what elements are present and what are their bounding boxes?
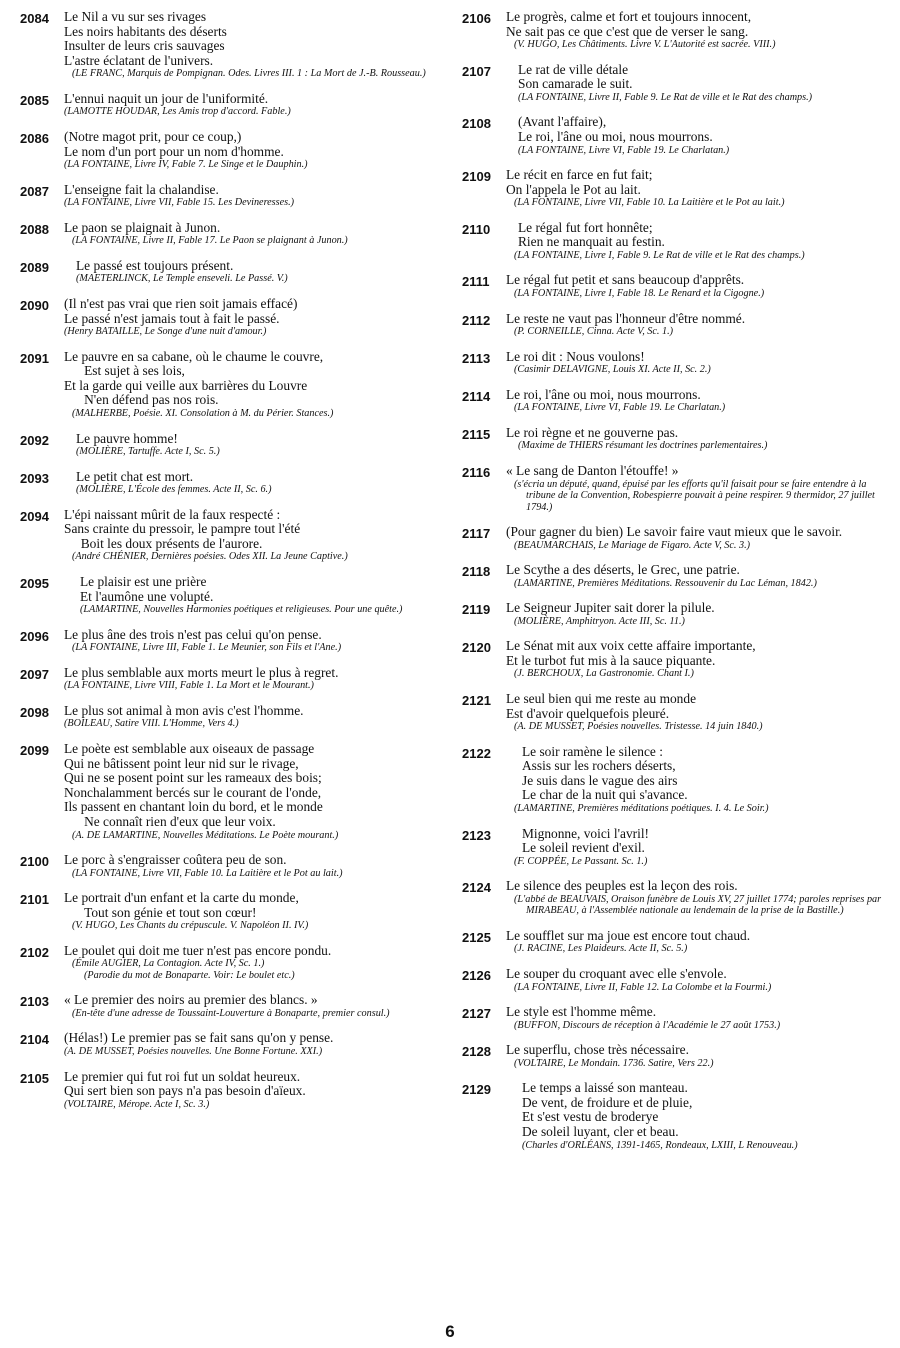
quotation-entry	[20, 432, 440, 458]
quotation-source: (A. DE LAMARTINE, Nouvelles Méditations. Le Poète mourant.)	[72, 829, 339, 841]
entry-body	[506, 63, 882, 104]
quotation-source: (LA FONTAINE, Livre II, Fable 17. Le Paon se plaignant à Junon.)	[72, 235, 348, 247]
quotation-text: Le poulet qui doit me tuer n'est pas encore pondu.	[64, 942, 332, 958]
quotation-entry	[20, 1031, 440, 1057]
entry-body	[506, 879, 882, 917]
entry-number: 2095	[20, 575, 49, 591]
entry-body	[64, 508, 440, 563]
quotation-source: (BEAUMARCHAIS, Le Mariage de Figaro. Acte V, Sc. 3.)	[514, 539, 751, 551]
quotation-entry	[462, 563, 882, 589]
quotation-text: Le petit chat est mort.	[76, 468, 194, 484]
entry-body	[64, 183, 440, 209]
entry-body	[506, 692, 882, 733]
quotation-entry	[462, 168, 882, 209]
quotation-source: (LA FONTAINE, Livre I, Fable 18. Le Renard et la Cigogne.)	[514, 288, 765, 300]
entry-number: 2122	[462, 745, 491, 761]
quotation-entry	[462, 221, 882, 262]
entry-body	[506, 115, 882, 156]
entry-number: 2097	[20, 666, 49, 682]
quotation-entry	[462, 464, 882, 513]
quotation-source: (LA FONTAINE, Livre IV, Fable 7. Le Singe et le Dauphin.)	[64, 159, 308, 171]
quotation-text: Le soir ramène le silence : Assis sur les rochers déserts, Je suis dans le vague des airs Le char de la nuit qui s'avance.	[522, 743, 688, 803]
entry-number: 2109	[462, 169, 491, 185]
quotation-source: (L'abbé de BEAUVAIS, Oraison funèbre de Louis XV, 27 juillet 1774; paroles reprises par MIRABEAU, à l'Assemblée nationale au lendemain de la prise de la Bastille.)	[514, 893, 884, 917]
quotation-entry	[462, 350, 882, 376]
entry-number: 2087	[20, 183, 49, 199]
entry-number: 2129	[462, 1082, 491, 1098]
entry-number: 2085	[20, 92, 49, 108]
entry-body	[506, 639, 882, 680]
quotation-source: (LA FONTAINE, Livre VII, Fable 10. La Laitière et le Pot au lait.)	[72, 867, 343, 879]
quotation-entry	[462, 312, 882, 338]
quotation-entry	[462, 115, 882, 156]
quotation-text: L'épi naissant mûrit de la faux respecté : Sans crainte du pressoir, le pampre tout l'été Boit les doux présents de l'aurore.	[64, 506, 301, 551]
entry-number: 2128	[462, 1044, 491, 1060]
quotation-text: Le portrait d'un enfant et la carte du monde, Tout son génie et tout son cœur!	[64, 890, 299, 920]
entry-number: 2103	[20, 994, 49, 1010]
quotation-source: (LAMARTINE, Premières méditations poétiques. I. 4. Le Soir.)	[514, 803, 769, 815]
entry-body	[506, 273, 882, 299]
quotation-entry	[20, 10, 440, 80]
quotation-source: (LA FONTAINE, Livre VII, Fable 10. La Laitière et le Pot au lait.)	[514, 197, 785, 209]
quotation-entry	[462, 1043, 882, 1069]
entry-number: 2102	[20, 944, 49, 960]
quotation-entry	[20, 993, 440, 1019]
entry-body	[64, 1070, 440, 1111]
quotation-source: (F. COPPÉE, Le Passant. Sc. 1.)	[514, 855, 648, 867]
entry-number: 2105	[20, 1070, 49, 1086]
quotation-entry	[20, 853, 440, 879]
entry-number: 2104	[20, 1032, 49, 1048]
quotation-text: Le seul bien qui me reste au monde Est d'avoir quelquefois pleuré.	[506, 690, 697, 721]
quotation-source: (LE FRANC, Marquis de Pompignan. Odes. Livres III. 1 : La Mort de J.-B. Rousseau.)	[72, 68, 426, 80]
quotation-text: (Hélas!) Le premier pas se fait sans qu'on y pense.	[64, 1030, 334, 1046]
entry-body	[64, 221, 440, 247]
entry-body	[64, 1031, 440, 1057]
entry-number: 2113	[462, 350, 491, 366]
quotation-entry	[20, 666, 440, 692]
quotation-text: Le plaisir est une prière Et l'aumône une volupté.	[80, 573, 214, 604]
entry-body	[64, 432, 440, 458]
quotation-text: (Pour gagner du bien) Le savoir faire vaut mieux que le savoir.	[506, 524, 843, 539]
entry-number: 2114	[462, 388, 491, 404]
entry-body	[64, 259, 440, 285]
quotation-entry	[462, 426, 882, 452]
entry-number: 2126	[462, 967, 491, 983]
quotation-entry	[462, 1081, 882, 1151]
quotation-text: (Avant l'affaire), Le roi, l'âne ou moi, nous mourrons.	[518, 114, 713, 144]
quotation-source: (LAMARTINE, Nouvelles Harmonies poétiques et religieuses. Pour une quête.)	[80, 604, 403, 616]
left-column	[20, 10, 440, 1110]
entry-number: 2119	[462, 602, 491, 618]
quotation-source: (Charles d'ORLÉANS, 1391-1465, Rondeaux, LXIII, L Renouveau.)	[522, 1139, 798, 1151]
entry-number: 2117	[462, 526, 491, 541]
quotation-text: Le roi règne et ne gouverne pas.	[506, 424, 679, 440]
entry-body	[64, 350, 440, 420]
quotation-entry	[20, 350, 440, 420]
entry-number: 2124	[462, 880, 491, 896]
quotation-source: (V. HUGO, Les Chants du crépuscule. V. Napoléon II. IV.)	[72, 920, 309, 932]
entry-body	[64, 993, 440, 1019]
quotation-text: Le reste ne vaut pas l'honneur d'être nommé.	[506, 310, 746, 326]
entry-number: 2107	[462, 63, 491, 79]
entry-number: 2086	[20, 130, 49, 146]
quotation-source: (Émile AUGIER, La Contagion. Acte IV, Sc. 1.) (Parodie du mot de Bonaparte. Voir: Le boulet etc.)	[72, 958, 295, 981]
entry-number: 2118	[462, 564, 491, 580]
entry-body	[64, 704, 440, 730]
quotation-source: (Maxime de THIERS résumant les doctrines parlementaires.)	[518, 440, 768, 452]
quotation-source: (MALHERBE, Poésie. XI. Consolation à M. du Périer. Stances.)	[72, 408, 334, 419]
quotation-entry	[20, 704, 440, 730]
quotation-source: (VOLTAIRE, Le Mondain. 1736. Satire, Vers 22.)	[514, 1057, 714, 1069]
quotation-entry	[462, 63, 882, 104]
quotation-entry	[20, 628, 440, 654]
quotation-entry	[462, 10, 882, 51]
quotation-source: (LA FONTAINE, Livre VI, Fable 19. Le Charlatan.)	[518, 144, 730, 156]
entry-number: 2089	[20, 259, 49, 275]
entry-number: 2090	[20, 297, 49, 313]
quotation-text: Le souper du croquant avec elle s'envole.	[506, 965, 727, 981]
right-column	[462, 10, 882, 1151]
quotation-entry	[20, 508, 440, 563]
entry-number: 2120	[462, 640, 491, 656]
quotation-source: (LA FONTAINE, Livre VIII, Fable 1. La Mort et le Mourant.)	[64, 680, 314, 692]
entry-body	[506, 221, 882, 262]
quotation-text: Le silence des peuples est la leçon des rois.	[506, 878, 738, 894]
entry-number: 2115	[462, 426, 491, 442]
entry-number: 2099	[20, 742, 49, 758]
quotation-source: (V. HUGO, Les Châtiments. Livre V. L'Autorité est sacrée. VIII.)	[514, 39, 776, 51]
quotation-source: (LAMARTINE, Premières Méditations. Ressouvenir du Lac Léman, 1842.)	[514, 577, 817, 589]
quotation-entry	[462, 692, 882, 733]
quotation-source: (A. DE MUSSET, Poésies nouvelles. Une Bonne Fortune. XXI.)	[64, 1046, 323, 1058]
quotation-source: (LA FONTAINE, Livre II, Fable 12. La Colombe et la Fourmi.)	[514, 981, 772, 993]
entry-number: 2108	[462, 116, 491, 132]
entry-number: 2084	[20, 11, 49, 26]
quotation-text: Le soufflet sur ma joue est encore tout chaud.	[506, 927, 751, 943]
quotation-entry	[20, 1070, 440, 1111]
quotation-source: (Casimir DELAVIGNE, Louis XI. Acte II, Sc. 2.)	[514, 364, 711, 376]
entry-number: 2088	[20, 221, 49, 237]
quotation-text: Le récit en farce en fut fait; On l'appela le Pot au lait.	[506, 167, 653, 197]
entry-body	[506, 426, 882, 452]
quotation-source: (LA FONTAINE, Livre VI, Fable 19. Le Charlatan.)	[514, 402, 726, 414]
quotation-source: (J. RACINE, Les Plaideurs. Acte II, Sc. 5.)	[514, 943, 688, 955]
quotation-text: Le poète est semblable aux oiseaux de passage Qui ne bâtissent point leur nid sur le rivage, Qui ne se posent point sur les rameaux des bois; Nonchalamment bercés sur le courant de l'onde, Ils passent en chantant loin du bord, et le monde Ne connaît rien d'eux que leur voix.	[64, 740, 323, 829]
quotation-text: Le Seigneur Jupiter sait dorer la pilule.	[506, 600, 715, 616]
entry-body	[64, 628, 440, 654]
quotation-entry	[462, 879, 882, 917]
entry-number: 2111	[462, 274, 490, 290]
quotation-text: Mignonne, voici l'avril! Le soleil revient d'exil.	[522, 825, 649, 856]
entry-body	[506, 967, 882, 993]
quotation-entry	[462, 639, 882, 680]
entry-body	[506, 312, 882, 338]
quotation-entry	[462, 929, 882, 955]
entry-number: 2110	[462, 221, 491, 237]
entry-body	[64, 666, 440, 692]
quotation-source: (LAMOTTE HOUDAR, Les Amis trop d'accord. Fable.)	[64, 106, 291, 118]
quotation-entry	[20, 470, 440, 496]
entry-number: 2116	[462, 464, 491, 480]
entry-body	[506, 525, 882, 551]
quotation-entry	[20, 130, 440, 171]
entry-number: 2101	[20, 892, 49, 908]
entry-number: 2106	[462, 11, 491, 26]
entry-body	[506, 601, 882, 627]
quotation-entry	[462, 967, 882, 993]
quotation-text: Le Scythe a des déserts, le Grec, une patrie.	[506, 562, 740, 578]
entry-body	[64, 130, 440, 171]
quotation-text: Le roi, l'âne ou moi, nous mourrons.	[506, 386, 701, 402]
quotation-entry	[20, 891, 440, 932]
entry-body	[64, 10, 440, 80]
quotation-source: (LA FONTAINE, Livre I, Fable 9. Le Rat de ville et le Rat des champs.)	[514, 249, 805, 261]
quotation-source: (MOLIÈRE, Amphitryon. Acte III, Sc. 11.)	[514, 615, 685, 627]
quotation-entry	[20, 92, 440, 118]
entry-number: 2094	[20, 508, 49, 524]
entry-number: 2127	[462, 1006, 491, 1021]
quotation-entry	[20, 259, 440, 285]
quotation-text: Le passé est toujours présent.	[76, 257, 234, 273]
entry-number: 2096	[20, 628, 49, 644]
quotation-text: Le progrès, calme et fort et toujours innocent, Ne sait pas ce que c'est que de verser le sang.	[506, 9, 752, 39]
entry-number: 2091	[20, 350, 49, 366]
quotation-text: Le régal fut fort honnête; Rien ne manquait au festin.	[518, 219, 665, 250]
entry-body	[506, 350, 882, 376]
quotation-source: (MOLIÈRE, L'École des femmes. Acte II, Sc. 6.)	[76, 484, 272, 496]
quotation-text: Le premier qui fut roi fut un soldat heureux. Qui sert bien son pays n'a pas besoin d'aïeux.	[64, 1068, 306, 1099]
entry-number: 2092	[20, 432, 49, 448]
entry-body	[64, 944, 440, 982]
quotation-entry	[20, 742, 440, 841]
quotation-source: (MAETERLINCK, Le Temple enseveli. Le Passé. V.)	[76, 273, 288, 285]
quotation-text: Le paon se plaignait à Junon.	[64, 219, 221, 235]
quotation-text: « Le sang de Danton l'étouffe! »	[506, 462, 679, 478]
entry-body	[506, 1081, 882, 1151]
quotation-text: Le porc à s'engraisser coûtera peu de son.	[64, 852, 287, 867]
quotation-source: (P. CORNEILLE, Cinna. Acte V, Sc. 1.)	[514, 326, 674, 338]
entry-number: 2098	[20, 704, 49, 720]
quotation-entry	[462, 525, 882, 551]
entry-body	[64, 891, 440, 932]
quotation-text: « Le premier des noirs au premier des blancs. »	[64, 992, 318, 1008]
page-number: 6	[445, 1322, 455, 1341]
entry-number: 2123	[462, 827, 491, 843]
quotation-source: (André CHÉNIER, Dernières poésies. Odes XII. La Jeune Captive.)	[72, 551, 348, 563]
quotation-text: Le superflu, chose très nécessaire.	[506, 1042, 689, 1058]
quotation-text: Le Sénat mit aux voix cette affaire importante, Et le turbot fut mis à la sauce piquante.	[506, 638, 756, 668]
quotation-text: L'enseigne fait la chalandise.	[64, 181, 219, 197]
quotation-text: Le régal fut petit et sans beaucoup d'apprêts.	[506, 272, 745, 288]
quotation-source: (Henry BATAILLE, Le Songe d'une nuit d'amour.)	[64, 326, 267, 338]
quotation-source: (LA FONTAINE, Livre VII, Fable 15. Les Devineresses.)	[64, 197, 295, 209]
entry-body	[506, 827, 882, 868]
quotation-text: Le plus sot animal à mon avis c'est l'homme.	[64, 702, 304, 718]
quotation-source: (s'écria un député, quand, épuisé par les efforts qu'il faisait pour se faire entendre à la tribune de la Convention, Robespierre pouvait à peine respirer. 9 thermidor, 27 juillet 1794.)	[514, 478, 878, 513]
quotation-text: Le rat de ville détale Son camarade le suit.	[518, 61, 633, 92]
entry-number: 2125	[462, 929, 491, 945]
entry-body	[64, 470, 440, 496]
entry-body	[506, 388, 882, 414]
entry-body	[506, 1005, 882, 1031]
quotation-entry	[20, 297, 440, 338]
quotation-text: Le Nil a vu sur ses rivages Les noirs habitants des déserts Insulter de leurs cris sauvages L'astre éclatant de l'univers.	[64, 9, 227, 68]
entry-body	[506, 563, 882, 589]
entry-body	[506, 464, 882, 513]
entry-number: 2100	[20, 854, 49, 869]
quotation-source: (MOLIÈRE, Tartuffe. Acte I, Sc. 5.)	[76, 446, 220, 458]
quotation-text: (Notre magot prit, pour ce coup,) Le nom d'un port pour un nom d'homme.	[64, 128, 284, 159]
quotation-text: Le plus âne des trois n'est pas celui qu'on pense.	[64, 626, 322, 642]
quotation-source: (A. DE MUSSET, Poésies nouvelles. Tristesse. 14 juin 1840.)	[514, 721, 763, 733]
entry-body	[506, 168, 882, 209]
entry-body	[64, 92, 440, 118]
quotation-text: (Il n'est pas vrai que rien soit jamais effacé) Le passé n'est jamais tout à fait le passé.	[64, 295, 298, 326]
entry-body	[506, 10, 882, 51]
entry-body	[64, 742, 440, 841]
entry-number: 2093	[20, 470, 49, 486]
quotation-text: Le plus semblable aux morts meurt le plus à regret.	[64, 664, 339, 680]
quotation-source: (En-tête d'une adresse de Toussaint-Louverture à Bonaparte, premier consul.)	[72, 1007, 390, 1019]
entry-body	[64, 575, 440, 616]
quotation-text: Le pauvre homme!	[76, 430, 178, 446]
quotation-entry	[462, 745, 882, 815]
quotation-source: (BUFFON, Discours de réception à l'Académie le 27 août 1753.)	[514, 1019, 781, 1031]
quotation-source: (J. BERCHOUX, La Gastronomie. Chant I.)	[514, 668, 694, 680]
entry-body	[506, 745, 882, 815]
quotation-text: Le style est l'homme même.	[506, 1004, 657, 1019]
quotation-entry	[462, 273, 882, 299]
quotation-source: (BOILEAU, Satire VIII. L'Homme, Vers 4.)	[64, 718, 239, 730]
entry-body	[64, 297, 440, 338]
quotation-entry	[462, 601, 882, 627]
quotation-text: Le temps a laissé son manteau. De vent, de froidure et de pluie, Et s'est vestu de broderye De soleil luyant, cler et beau.	[522, 1080, 693, 1139]
quotation-entry	[462, 388, 882, 414]
quotation-entry	[20, 221, 440, 247]
entry-body	[506, 929, 882, 955]
quotation-source: (VOLTAIRE, Mérope. Acte I, Sc. 3.)	[64, 1098, 210, 1110]
entry-body	[506, 1043, 882, 1069]
quotation-text: Le roi dit : Nous voulons!	[506, 348, 645, 364]
quotation-text: Le pauvre en sa cabane, où le chaume le couvre, Est sujet à ses lois, Et la garde qui veille aux barrières du Louvre N'en défend pas nos rois.	[64, 348, 324, 408]
quotation-entry	[20, 944, 440, 982]
entry-body	[64, 853, 440, 879]
quotation-entry	[20, 183, 440, 209]
entry-number: 2112	[462, 312, 491, 328]
quotation-source: (LA FONTAINE, Livre II, Fable 9. Le Rat de ville et le Rat des champs.)	[518, 91, 813, 103]
quotation-text: L'ennui naquit un jour de l'uniformité.	[64, 90, 269, 106]
quotation-entry	[462, 827, 882, 868]
quotation-source: (LA FONTAINE, Livre III, Fable 1. Le Meunier, son Fils et l'Ane.)	[72, 642, 342, 654]
quotation-entry	[462, 1005, 882, 1031]
quotation-entry	[20, 575, 440, 616]
entry-number: 2121	[462, 692, 491, 708]
